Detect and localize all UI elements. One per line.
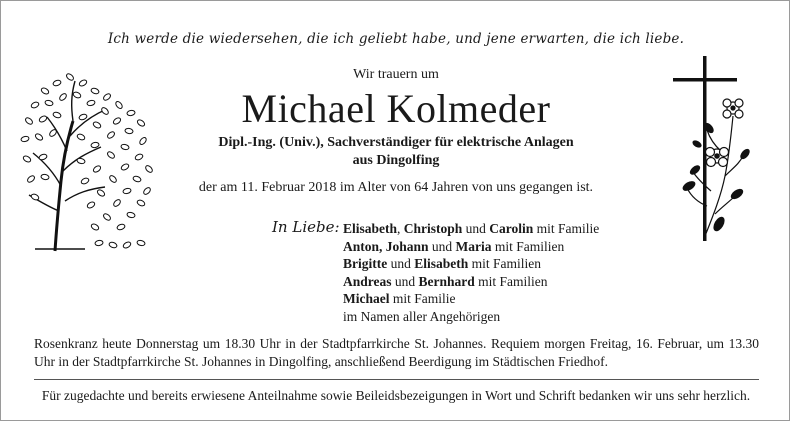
mourner-text: und <box>387 256 415 271</box>
mourner-line <box>343 308 599 326</box>
mourner-text: mit Familie <box>533 221 600 236</box>
mourner-line <box>343 255 599 273</box>
mourner-text: mit Familien <box>474 273 548 289</box>
mourner-line <box>343 238 599 256</box>
mourner-name: Anton, Johann <box>343 238 429 254</box>
motto-quote: Ich werde die wiedersehen, die ich geliebt habe, und jene erwarten, die ich liebe. <box>107 31 685 47</box>
origin-line: aus Dingolfing <box>352 153 440 168</box>
deceased-name: Michael Kolmeder <box>241 86 551 131</box>
mourner-name: Elisabeth <box>414 256 469 271</box>
divider <box>34 379 759 380</box>
cross-with-flowers-icon <box>651 56 761 246</box>
mourner-line <box>343 273 599 291</box>
mourner-text: im Namen aller Angehörigen <box>343 308 501 324</box>
mourner-text: mit Familien <box>491 238 565 254</box>
mourner-line <box>343 290 599 308</box>
mourner-name: Michael <box>343 291 390 306</box>
thanks-text: Für zugedachte und bereits erwiesene Anteilnahme sowie Beileidsbezeigungen in Wort und Schrift bedanken wir uns sehr herzlich. <box>41 388 751 403</box>
mourner-name: Elisabeth <box>343 221 398 236</box>
mourner-name: Christoph <box>403 221 463 236</box>
mourners-list <box>343 220 599 325</box>
mourner-line <box>343 220 599 238</box>
mourner-text: mit Familie <box>389 291 456 306</box>
title-line: Dipl.-Ing. (Univ.), Sachverständiger für elektrische Anlagen <box>218 135 574 150</box>
intro-text: Wir trauern um <box>353 67 439 82</box>
mourner-text: und <box>391 273 419 289</box>
mourner-name: Maria <box>455 238 492 254</box>
mourner-name: Brigitte <box>343 256 388 271</box>
mourner-name: Carolin <box>489 221 534 236</box>
mourner-text: und <box>462 221 490 236</box>
death-notice: der am 11. Februar 2018 im Alter von 64 Jahren von uns gegangen ist. <box>198 180 594 195</box>
mourner-name: Bernhard <box>418 273 475 289</box>
mourner-text: und <box>428 238 456 254</box>
funeral-info: Rosenkranz heute Donnerstag um 18.30 Uhr in der Stadtpfarrkirche St. Johannes. Requiem morgen Freitag, 16. Februar, um 13.30 Uhr in der Stadtpfarrkirche St. Johannes in Dingolfing, anschließend Beerdigung im Städtischen Friedhof. <box>34 336 759 369</box>
mourner-text: mit Familien <box>468 256 541 271</box>
love-label: In Liebe: <box>272 218 340 236</box>
mourner-text: , <box>397 221 404 236</box>
mourner-name: Andreas <box>343 273 392 289</box>
